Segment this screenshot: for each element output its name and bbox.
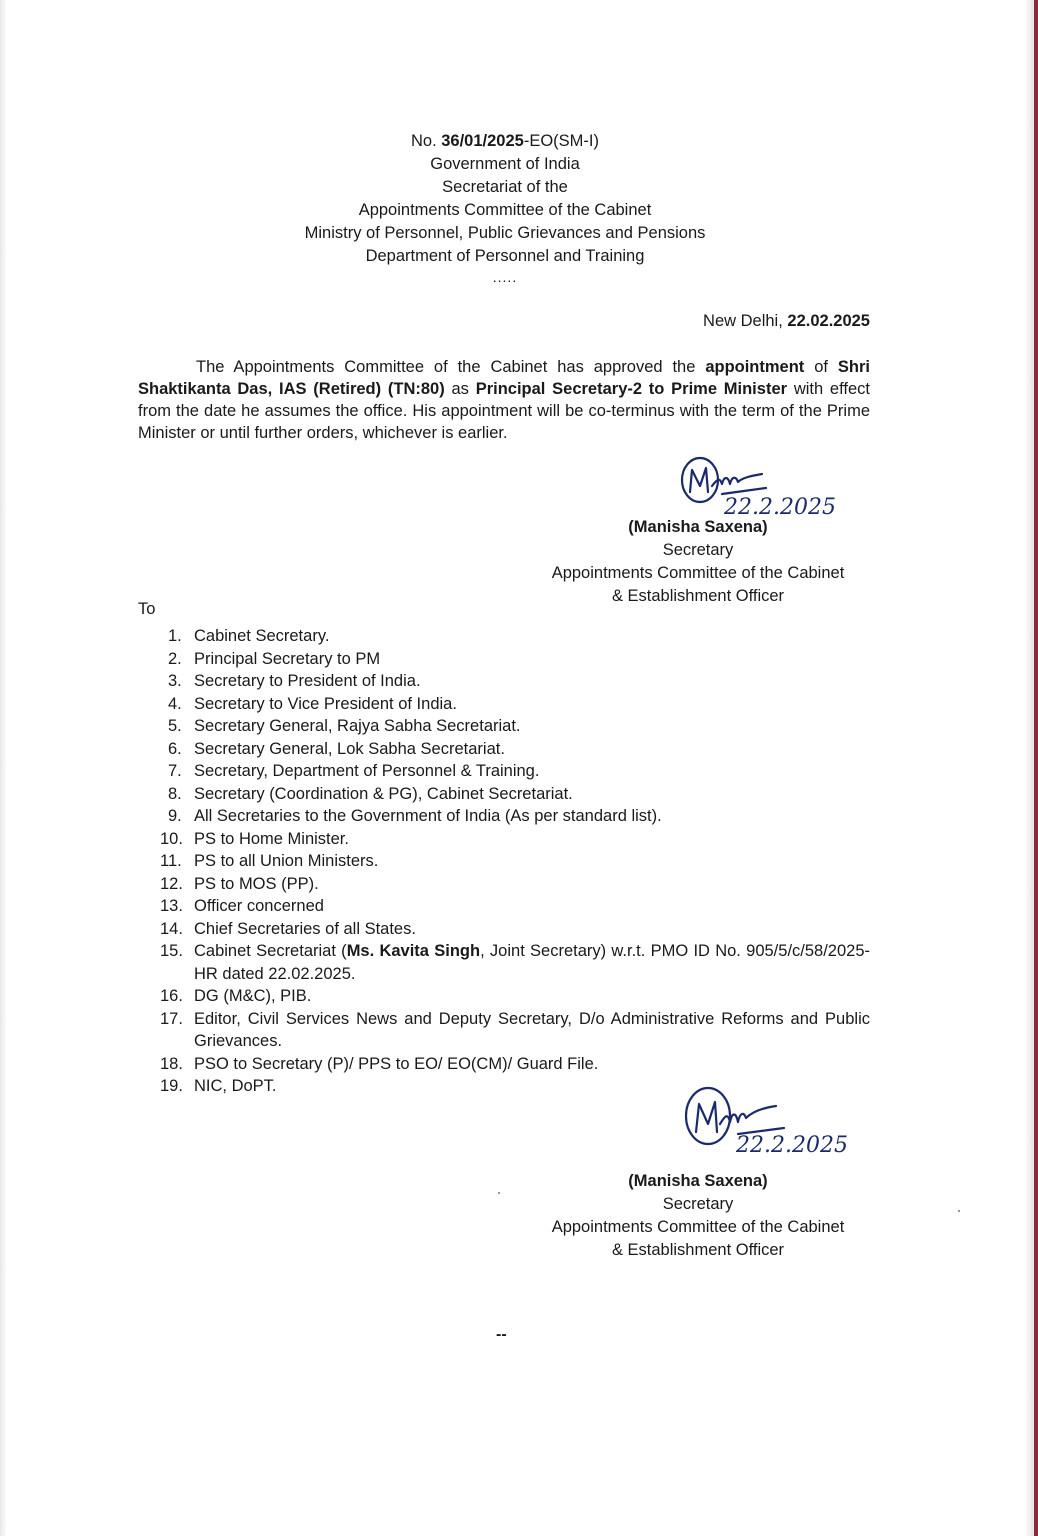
header-line-government: Government of India <box>430 155 580 173</box>
list-item-text: Principal Secretary to PM <box>194 649 381 668</box>
signatory-name-2: (Manisha Saxena) <box>628 1172 768 1190</box>
list-item-text: Secretary (Coordination & PG), Cabinet Secretariat. <box>194 784 573 803</box>
list-item <box>160 670 870 693</box>
list-item <box>160 895 870 918</box>
list-item-text: All Secretaries to the Government of India (As per standard list). <box>194 807 662 825</box>
list-item-text: Secretary, Department of Personnel & Training. <box>194 762 540 780</box>
body-bold-post: Principal Secretary-2 to Prime Minister <box>475 380 788 398</box>
list-item-number: 5. <box>168 717 182 735</box>
list-item-number: 3. <box>168 672 182 690</box>
list-item-number: 8. <box>168 784 182 803</box>
list-item-bold-name: Ms. Kavita Singh <box>346 942 481 960</box>
list-item-number: 9. <box>168 807 182 825</box>
list-item-number: 2. <box>168 649 182 668</box>
list-item-text: PS to MOS (PP). <box>194 874 319 893</box>
list-item-number: 1. <box>168 627 182 645</box>
list-item-text: Secretary to President of India. <box>194 672 421 690</box>
list-item-text: PS to Home Minister. <box>194 829 349 848</box>
signature-block-1 <box>520 516 876 608</box>
signatory-title-2: Secretary <box>662 1195 734 1213</box>
list-item <box>160 783 870 806</box>
list-item-number: 6. <box>168 739 182 758</box>
list-item-number: 10. <box>160 829 183 848</box>
list-item <box>160 1008 870 1053</box>
signatory-office2-1: & Establishment Officer <box>611 587 785 605</box>
order-number: 36/01/2025 <box>441 132 524 150</box>
list-item <box>160 760 870 783</box>
body-text-3: as <box>444 380 476 398</box>
list-item <box>160 805 870 828</box>
list-item-number: 17. <box>160 1009 183 1028</box>
signature-date-1: 22.2.2025 <box>724 495 836 518</box>
order-prefix: No. <box>410 132 442 150</box>
list-item-number: 12. <box>160 874 183 893</box>
list-item <box>160 873 870 896</box>
page-edge-right-shadow <box>1026 0 1034 1536</box>
list-item <box>160 850 870 873</box>
body-text-1: The Appointments Committee of the Cabinet has approved the <box>196 358 706 376</box>
list-item-number: 7. <box>168 762 182 780</box>
list-item-text: Secretary General, Lok Sabha Secretariat. <box>194 739 505 758</box>
letterhead <box>0 130 1010 284</box>
list-item <box>160 693 870 716</box>
list-item-text: Secretary to Vice President of India. <box>194 694 457 713</box>
list-item <box>160 918 870 941</box>
handwritten-signature-1 <box>676 448 876 518</box>
header-dots: ..... <box>492 269 518 285</box>
body-bold-appointee: Shri Shaktikanta Das, IAS (Retired) (TN:80) <box>138 358 870 398</box>
list-item <box>160 985 870 1008</box>
dateline <box>703 312 870 331</box>
signature-block-2 <box>520 1170 876 1262</box>
list-item-number: 15. <box>160 942 183 960</box>
list-item-number: 13. <box>160 897 183 915</box>
signatory-office2-2: & Establishment Officer <box>611 1241 785 1259</box>
list-item <box>160 625 870 648</box>
list-item-text: DG (M&C), PIB. <box>194 987 312 1005</box>
header-line-committee: Appointments Committee of the Cabinet <box>358 201 652 219</box>
header-line-secretariat: Secretariat of the <box>442 178 568 196</box>
list-item-text: Secretary General, Rajya Sabha Secretariat. <box>194 717 521 735</box>
list-item <box>160 1053 870 1076</box>
distribution-list <box>160 625 870 1098</box>
body-text-4: with effect from the date he assumes the office. His appointment will be co-terminus with the term of the Prime Minister or until further orders, whichever is earlier. <box>138 380 870 442</box>
list-item-text: Chief Secretaries of all States. <box>194 919 416 938</box>
scan-speck <box>498 1192 500 1194</box>
list-item-text: PS to all Union Ministers. <box>194 852 379 870</box>
page-edge-right <box>1034 0 1038 1536</box>
list-item-text: Cabinet Secretary. <box>194 627 330 645</box>
list-item-number: 19. <box>160 1077 183 1095</box>
list-item-number: 16. <box>160 987 183 1005</box>
list-item-text: PSO to Secretary (P)/ PPS to EO/ EO(CM)/ Guard File. <box>194 1054 599 1073</box>
header-line-ministry: Ministry of Personnel, Public Grievances and Pensions <box>304 224 706 242</box>
list-item <box>160 828 870 851</box>
list-item <box>160 715 870 738</box>
signatory-title-1: Secretary <box>662 541 734 559</box>
dateline-place: New Delhi, <box>703 312 788 330</box>
body-bold-appointment: appointment <box>705 358 805 376</box>
signatory-office-1: Appointments Committee of the Cabinet <box>551 564 845 582</box>
list-item-number: 14. <box>160 919 183 938</box>
body-text-2: of <box>804 358 838 376</box>
list-item <box>160 738 870 761</box>
to-label: To <box>138 600 156 618</box>
list-item-number: 11. <box>160 852 182 870</box>
signatory-office-2: Appointments Committee of the Cabinet <box>551 1218 845 1236</box>
list-item-number: 4. <box>168 694 182 713</box>
list-item-number: 18. <box>160 1054 183 1073</box>
dateline-date: 22.02.2025 <box>787 312 870 330</box>
list-item-text: Editor, Civil Services News and Deputy Secretary, D/o Administrative Reforms and Public Grievances. <box>194 1009 870 1050</box>
handwritten-signature-2 <box>680 1076 890 1156</box>
header-line-department: Department of Personnel and Training <box>365 247 645 265</box>
order-body-paragraph <box>138 356 870 444</box>
order-suffix: -EO(SM-I) <box>523 132 599 150</box>
signatory-name-1: (Manisha Saxena) <box>628 518 768 536</box>
footer-mark: -- <box>496 1326 507 1343</box>
list-item-text: NIC, DoPT. <box>194 1077 277 1095</box>
list-item-text: Officer concerned <box>194 897 324 915</box>
scan-speck <box>958 1210 960 1212</box>
list-item <box>160 940 870 985</box>
list-item-text: , Joint Secretary) w.r.t. PMO ID No. 905/5/c/58/2025-HR dated 22.02.2025. <box>194 942 870 983</box>
list-item-text: Cabinet Secretariat ( <box>194 942 347 960</box>
list-item <box>160 648 870 671</box>
order-number-line <box>0 130 1010 153</box>
signature-date-2: 22.2.2025 <box>736 1133 848 1156</box>
